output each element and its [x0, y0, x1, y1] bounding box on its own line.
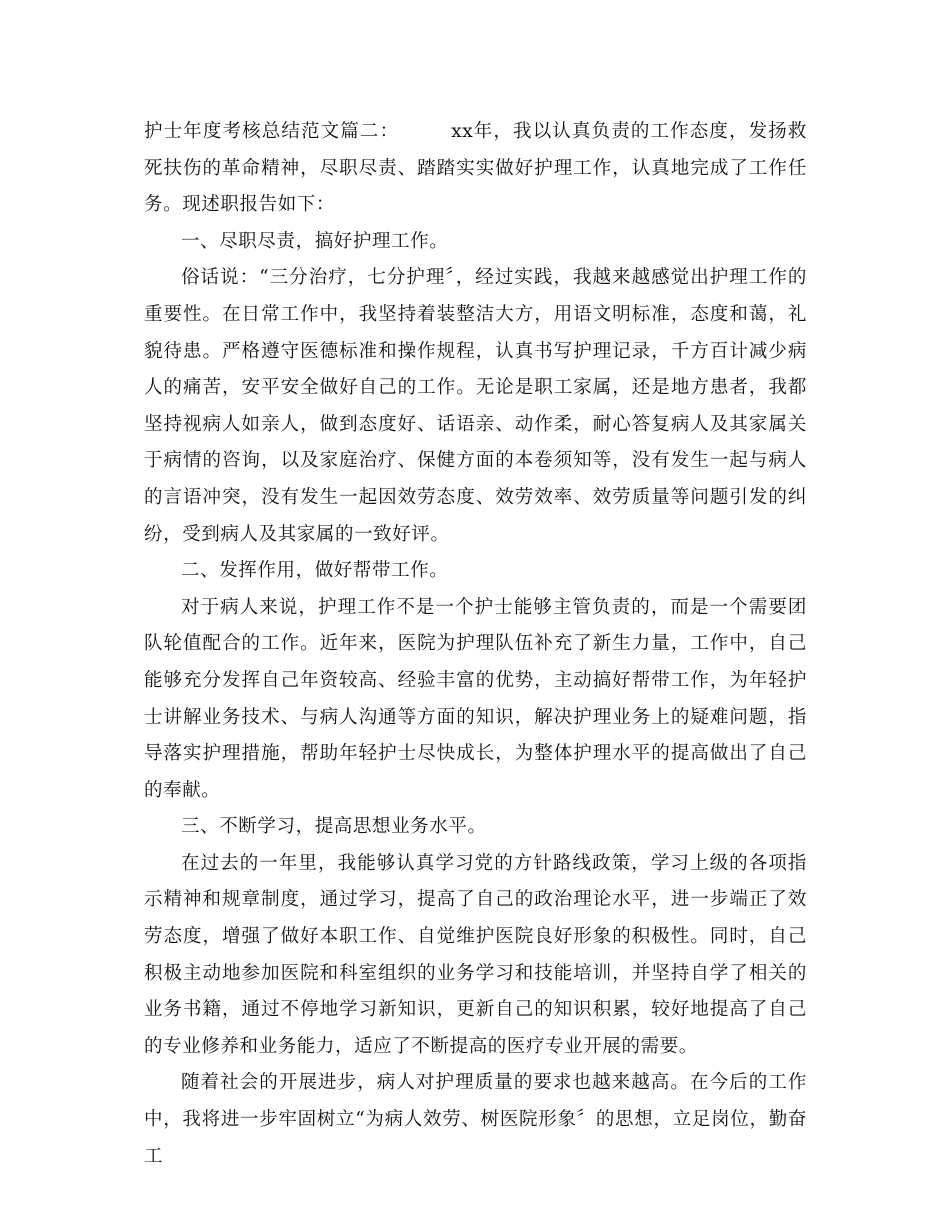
- body-paragraph-3: 在过去的一年里，我能够认真学习党的方针路线政策，学习上级的各项指示精神和规章制度，通过学习，提高了自己的政治理论水平，进一步端正了效劳态度，增强了做好本职工作、自觉维护医院良好形象的积极性。同时，自己积极主动地参加医院和科室组织的业务学习和技能培训，并坚持自学了相关的业务书籍，通过不停地学习新知识，更新自己的知识积累，较好地提高了自己的专业修养和业务能力，适应了不断提高的医疗专业开展的需要。: [144, 852, 807, 1057]
- section-heading-3: 三、不断学习，提高思想业务水平。: [181, 816, 487, 838]
- section-heading-1: 一、尽职尽责，搞好护理工作。: [181, 230, 449, 252]
- document-title: 护士年度考核总结范文篇二：: [144, 121, 400, 142]
- body-paragraph-2: 对于病人来说，护理工作不是一个护士能够主管负责的，而是一个需要团队轮值配合的工作。近年来，医院为护理队伍补充了新生力量，工作中，自己能够充分发挥自己年资较高、经验丰富的优势，主动搞好帮带工作，为年轻护士讲解业务技术、与病人沟通等方面的知识，解决护理业务上的疑难问题，指导落实护理措施，帮助年轻护士尽快成长，为整体护理水平的提高做出了自己的奉献。: [144, 596, 807, 801]
- body-paragraph-4: 随着社会的开展进步，病人对护理质量的要求也越来越高。在今后的工作中，我将进一步牢固树立“为病人效劳、树医院形象〞的思想，立足岗位，勤奋工: [144, 1072, 807, 1167]
- intro-text: xx年，我以认真负责的工作态度，发扬救死扶伤的革命精神，尽职尽责、踏踏实实做好护理工作，认真地完成了工作任务。现述职报告如下：: [144, 121, 807, 216]
- intro-paragraph: [144, 114, 807, 224]
- section-heading-2: 二、发挥作用，做好帮带工作。: [181, 560, 449, 582]
- document-body: [144, 114, 807, 1175]
- body-paragraph-1: 俗话说：“三分治疗，七分护理〞，经过实践，我越来越感觉出护理工作的重要性。在日常工作中，我坚持着装整洁大方，用语文明标准，态度和蔼，礼貌待患。严格遵守医德标准和操作规程，认真书写护理记录，千方百计减少病人的痛苦，安平安全做好自己的工作。无论是职工家属，还是地方患者，我都坚持视病人如亲人，做到态度好、话语亲、动作柔，耐心答复病人及其家属关于病情的咨询，以及家庭治疗、保健方面的本卷须知等，没有发生一起与病人的言语冲突，没有发生一起因效劳态度、效劳效率、效劳质量等问题引发的纠纷，受到病人及其家属的一致好评。: [144, 267, 807, 545]
